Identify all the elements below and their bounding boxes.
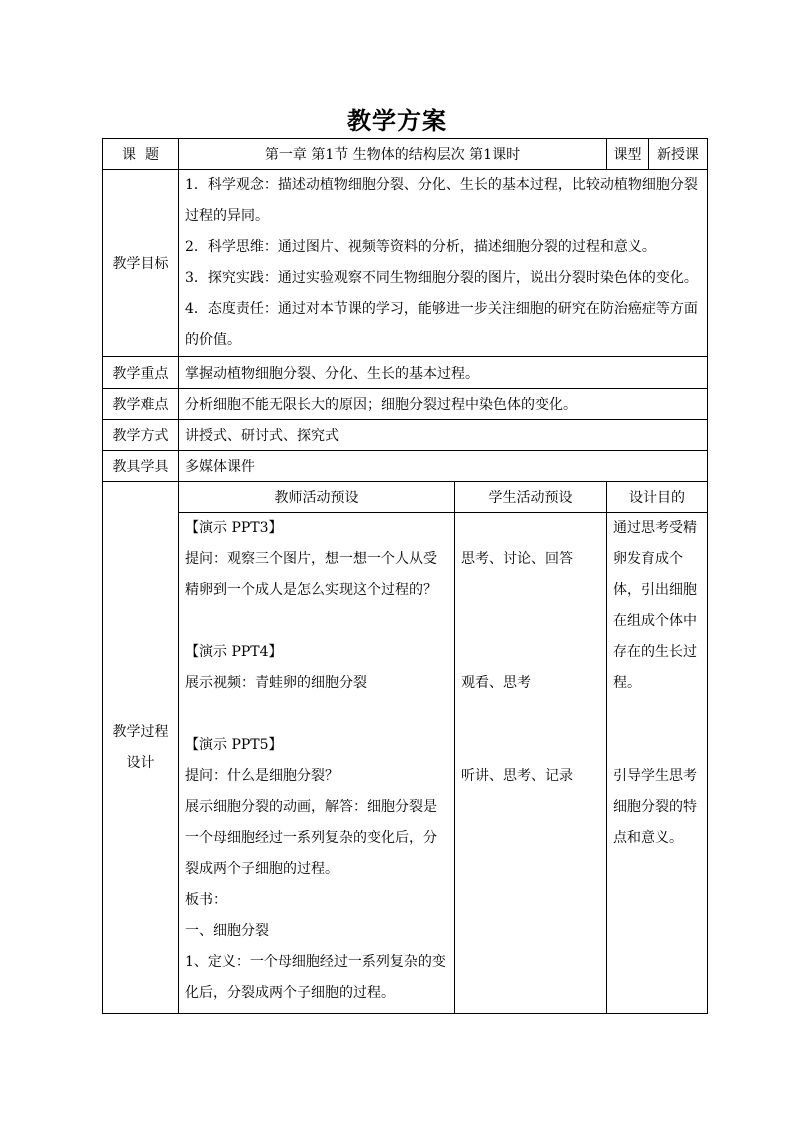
tools-value: 多媒体课件 [179,451,708,482]
process-label [103,482,179,1014]
goal-item: 4．态度责任：通过对本节课的学习，能够进一步关注细胞的研究在防治癌症等方面的价值。 [185,301,698,348]
student-activity-3: 听讲、思考、记录 [461,768,573,784]
purpose-1: 通过思考受精卵发育成个体，引出细胞在组成个体中存在的生长过程。 [613,520,698,691]
design-purposes [607,513,708,1014]
method-label: 教学方式 [103,420,179,451]
goal-item: 2．科学思维：通过图片、视频等资料的分析，描述细胞分裂的过程和意义。 [185,239,656,255]
student-activity-2: 观看、思考 [461,675,531,691]
teacher-header: 教师活动预设 [179,482,455,513]
goal-item: 1．科学观念：描述动植物细胞分裂、分化、生长的基本过程，比较动植物细胞分裂过程的异同。 [185,177,698,224]
topic-label: 课 题 [103,139,179,170]
lesson-plan-table [102,138,708,1014]
teacher-activities [179,513,455,1014]
goals-label: 教学目标 [103,170,179,357]
goal-item: 3．探究实践：通过实验观察不同生物细胞分裂的图片，说出分裂时染色体的变化。 [185,270,698,286]
lesson-type-value: 新授课 [649,139,708,170]
goals-row [103,170,708,357]
student-activity-1: 思考、讨论、回答 [461,551,573,567]
student-activities [455,513,607,1014]
difficulties-label: 教学难点 [103,389,179,420]
ppt5-marker: 【演示 PPT5】 [185,737,283,753]
ppt4-marker: 【演示 PPT4】 [185,644,283,660]
topic-value: 第一章 第1节 生物体的结构层次 第1课时 [179,139,607,170]
document-title: 教学方案 [347,106,447,135]
process-label-line1: 教学过程 [112,723,169,740]
student-header: 学生活动预设 [455,482,607,513]
purpose-header: 设计目的 [607,482,708,513]
difficulties-value: 分析细胞不能无限长大的原因；细胞分裂过程中染色体的变化。 [179,389,708,420]
ppt3-marker: 【演示 PPT3】 [185,520,283,536]
method-value: 讲授式、研讨式、探究式 [179,420,708,451]
lesson-type-label: 课型 [607,139,649,170]
topic-row [103,139,708,170]
tools-label: 教具学具 [103,451,179,482]
tools-row [103,451,708,482]
board-label: 板书： [185,892,227,908]
board-definition: 1、定义：一个母细胞经过一系列复杂的变化后，分裂成两个子细胞的过程。 [185,954,446,1001]
purpose-2: 引导学生思考细胞分裂的特点和意义。 [613,768,698,846]
method-row [103,420,708,451]
process-label-line2: 设计 [126,754,155,771]
ppt5-answer: 展示细胞分裂的动画，解答：细胞分裂是一个母细胞经过一系列复杂的变化后，分裂成两个子细胞的过程。 [185,799,437,877]
ppt3-question: 提问：观察三个图片，想一想一个人从受精卵到一个成人是怎么实现这个过程的？ [185,551,437,598]
ppt5-question: 提问：什么是细胞分裂？ [185,768,339,784]
key-points-row [103,357,708,389]
key-points-label: 教学重点 [103,357,179,389]
ppt4-video: 展示视频：青蛙卵的细胞分裂 [185,675,367,691]
process-content-row [103,513,708,1014]
process-header-row [103,482,708,513]
difficulties-row [103,389,708,420]
board-heading: 一、细胞分裂 [185,923,269,939]
goals-content [179,170,708,357]
key-points-value: 掌握动植物细胞分裂、分化、生长的基本过程。 [179,357,708,389]
